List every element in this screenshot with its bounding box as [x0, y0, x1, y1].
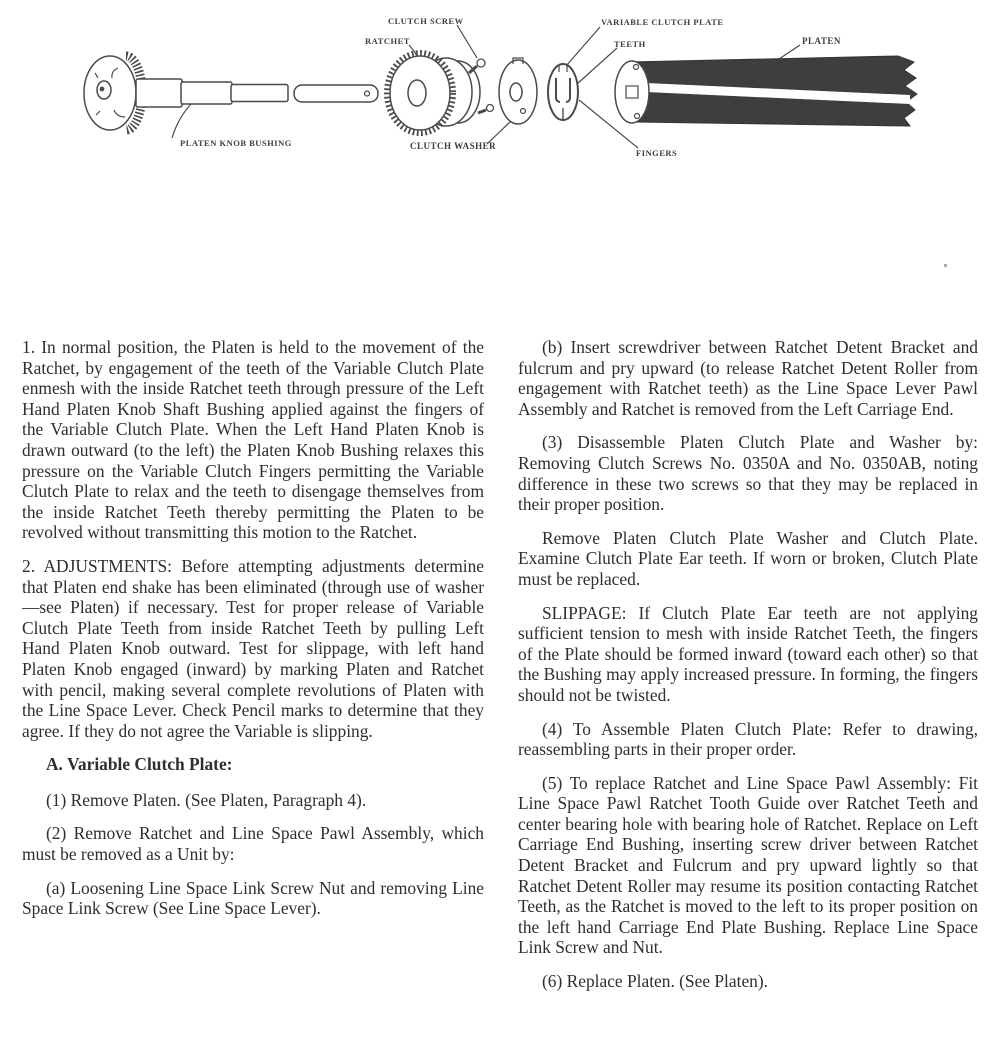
- platen-shaft: [136, 79, 378, 107]
- label-variable-clutch-plate: VARIABLE CLUTCH PLATE: [601, 17, 724, 27]
- clutch-screw-bottom: [478, 105, 494, 114]
- step-2: (2) Remove Ratchet and Line Space Pawl Assembly, which must be removed as a Unit by:: [22, 823, 484, 865]
- leader-teeth: [577, 48, 617, 84]
- label-teeth: TEETH: [614, 39, 646, 49]
- step-1: (1) Remove Platen. (See Platen, Paragraph 4).: [46, 789, 367, 810]
- platen-assembly-drawing: [0, 0, 1000, 200]
- label-platen: PLATEN: [802, 36, 841, 46]
- paragraph-2-adjustments: 2. ADJUSTMENTS: Before attempting adjustments determine that Platen end shake has been eliminated (through use of washer—see Platen) if necessary. Test for proper release of Variable Clutch Plate Teeth from inside Ratchet Teeth by pulling Left Hand Platen Knob outward. Test for slippage, with left hand Platen Knob engaged (inward) by marking Platen and Ratchet with pencil, making several complete revolutions of Platen with the Line Space Lever. Check Pencil marks to determine that they agree. If they do not agree the Variable is slipping.: [22, 555, 484, 741]
- slippage-note: SLIPPAGE: If Clutch Plate Ear teeth are not applying sufficient tension to mesh with inside Ratchet Teeth, the fingers of the Plate should be formed inward (toward each other) so that the Bushing may apply increased pressure. In forming, the fingers should not be twisted.: [518, 602, 978, 705]
- clutch-screw-top: [469, 59, 485, 73]
- right-column: [518, 337, 978, 1005]
- step-3-continued: Remove Platen Clutch Plate Washer and Clutch Plate. Examine Clutch Plate Ear teeth. If worn or broken, Clutch Plate must be replaced.: [518, 527, 978, 589]
- ratchet-gear: [387, 53, 480, 133]
- step-2b: (b) Insert screwdriver between Ratchet Detent Bracket and fulcrum and pry upward (to release Ratchet Detent Roller from engagement with Ratchet teeth) as the Line Space Lever Pawl Assembly and Ratchet is removed from the Left Carriage End.: [518, 337, 978, 419]
- label-clutch-washer: CLUTCH WASHER: [410, 141, 497, 151]
- leader-clutch-screw: [457, 25, 477, 58]
- platen-assembly-diagram: [0, 0, 1000, 300]
- platen-cylinder: [615, 56, 917, 126]
- label-clutch-screw: CLUTCH SCREW: [388, 16, 464, 26]
- left-column: [22, 337, 484, 932]
- step-6: (6) Replace Platen. (See Platen).: [542, 971, 768, 992]
- step-4: (4) To Assemble Platen Clutch Plate: Refer to drawing, reassembling parts in their proper order.: [518, 718, 978, 760]
- scan-speck: [944, 264, 947, 267]
- step-2a: (a) Loosening Line Space Link Screw Nut and removing Line Space Link Screw (See Line Space Lever).: [22, 877, 484, 919]
- leader-variable-clutch-plate: [566, 27, 600, 66]
- leader-platen: [779, 45, 800, 59]
- step-3: (3) Disassemble Platen Clutch Plate and Washer by: Removing Clutch Screws No. 0350A and No. 0350AB, noting difference in these two screws so that they may be replaced in their proper position.: [518, 432, 978, 515]
- platen-knob: [84, 56, 142, 130]
- heading-variable-clutch-plate: A. Variable Clutch Plate:: [46, 754, 233, 775]
- leader-platen-knob-bushing: [172, 104, 191, 138]
- label-platen-knob-bushing: PLATEN KNOB BUSHING: [180, 138, 292, 148]
- clutch-washer: [499, 58, 537, 124]
- label-ratchet: RATCHET: [365, 36, 410, 46]
- step-5: (5) To replace Ratchet and Line Space Pawl Assembly: Fit Line Space Pawl Ratchet Tooth Guide over Ratchet Teeth and center bearing hole with bearing hole of Ratchet. Replace on Left Carriage End Bushing, inserting screw driver between Ratchet Detent Bracket and Fulcrum and pry upward lightly so that Ratchet Detent Roller may resume its position contacting Ratchet Teeth, as the Ratchet is moved to the left to its proper position on the left hand Carriage End Plate Bushing. Replace Line Space Link Screw and Nut.: [518, 772, 978, 958]
- variable-clutch-plate: [548, 64, 578, 121]
- paragraph-1: 1. In normal position, the Platen is held to the movement of the Ratchet, by engagement of the teeth of the Variable Clutch Plate enmesh with the inside Ratchet teeth through pressure of the Left Hand Platen Knob Shaft Bushing applied against the fingers of the Variable Clutch Plate. When the Left Hand Platen Knob is drawn outward (to the left) the Platen Knob Bushing relaxes this pressure on the Variable Clutch Fingers permitting the Variable Clutch Plate to relax and the teeth to disengage themselves from the inside Ratchet Teeth thereby permitting the Platen to be revolved without transmitting this motion to the Ratchet.: [22, 337, 484, 543]
- label-fingers: FINGERS: [636, 148, 678, 158]
